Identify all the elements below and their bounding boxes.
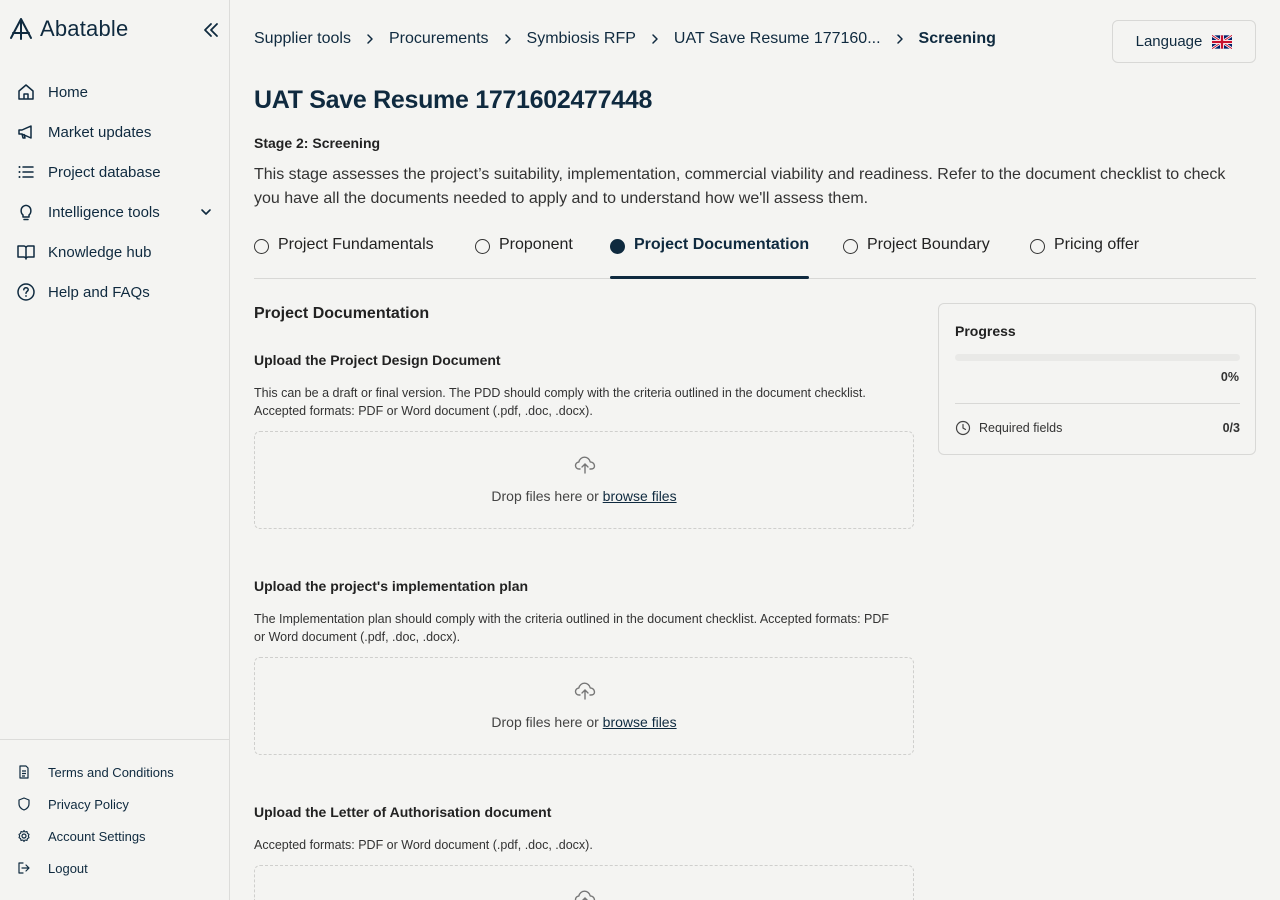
breadcrumb-link[interactable]: Procurements [388, 30, 489, 47]
tab-label: Proponent [499, 236, 573, 253]
tab-label: Project Documentation [634, 236, 810, 253]
language-button[interactable] [1112, 20, 1256, 63]
sidebar-item-privacy[interactable] [0, 788, 229, 820]
required-fields-row [955, 420, 1240, 436]
app-name: Abatable [40, 16, 129, 41]
chevron-down-icon[interactable] [198, 204, 214, 220]
progress-title: Progress [955, 323, 1016, 339]
sidebar-footer-nav [0, 756, 229, 884]
home-icon [16, 82, 36, 102]
progress-card [938, 303, 1256, 455]
breadcrumb-link[interactable]: Supplier tools [254, 30, 351, 47]
upload-letter-of-authorisation-block [254, 804, 914, 854]
sidebar-item-label: Knowledge hub [48, 243, 152, 261]
tab-pricing-offer[interactable] [1030, 232, 1139, 278]
drop-prompt: Drop files here or [491, 714, 603, 730]
sidebar-item-label: Privacy Policy [48, 796, 129, 812]
sidebar-item-knowledge-hub[interactable] [0, 232, 229, 272]
uk-flag-icon [1212, 35, 1232, 49]
tab-label: Project Boundary [867, 236, 990, 253]
breadcrumb-link[interactable]: Symbiosis RFP [526, 30, 636, 47]
browse-files-link[interactable]: browse files [602, 714, 677, 730]
abatable-logo-icon [8, 16, 34, 42]
shield-icon [16, 796, 32, 812]
page-title: UAT Save Resume 1771602477448 [254, 86, 653, 114]
sidebar-item-label: Project database [48, 163, 161, 181]
dropzone-pdd[interactable] [254, 431, 914, 529]
sidebar-item-help-faqs[interactable] [0, 272, 229, 312]
tab-proponent[interactable] [475, 232, 573, 278]
upload-description: Accepted formats: PDF or Word document (.pdf, .doc, .docx). [254, 838, 593, 852]
chevron-right-icon [362, 31, 378, 47]
radio-filled-icon [610, 239, 625, 254]
double-chevron-left-icon [200, 19, 222, 41]
tab-label: Pricing offer [1054, 236, 1140, 253]
drop-text [255, 714, 913, 730]
upload-title: Upload the Letter of Authorisation document [254, 804, 552, 820]
drop-text [255, 488, 913, 504]
chevron-right-icon [647, 31, 663, 47]
sidebar-item-terms[interactable] [0, 756, 229, 788]
radio-empty-icon [1030, 239, 1045, 254]
logout-icon [16, 860, 32, 876]
progress-percent: 0% [1220, 370, 1239, 384]
sidebar-item-home[interactable] [0, 72, 229, 112]
breadcrumb-link[interactable]: UAT Save Resume 177160... [673, 30, 881, 47]
sidebar-item-label: Home [48, 83, 89, 101]
stage-label: Stage 2: Screening [254, 135, 381, 151]
cloud-upload-icon [573, 678, 597, 702]
chevron-right-icon [892, 31, 908, 47]
sidebar-item-label: Market updates [48, 123, 152, 141]
sidebar-item-logout[interactable] [0, 852, 229, 884]
lightbulb-icon [16, 202, 36, 222]
radio-empty-icon [475, 239, 490, 254]
sidebar-nav [0, 72, 229, 312]
drop-prompt: Drop files here or [491, 488, 603, 504]
sidebar-item-market-updates[interactable] [0, 112, 229, 152]
book-icon [16, 242, 36, 262]
tab-project-boundary[interactable] [843, 232, 990, 278]
stage-description: This stage assesses the project’s suitability, implementation, commercial viability and readiness. Refer to the document checklist to check you have all the documents needed to apply and to understand how we'll assess them. [254, 166, 1226, 207]
upload-pdd-block [254, 352, 914, 420]
sidebar-item-label: Account Settings [48, 828, 146, 844]
sidebar-item-label: Help and FAQs [48, 283, 150, 301]
language-label: Language [1135, 33, 1203, 50]
main-content [254, 0, 1256, 900]
chevron-right-icon [500, 31, 516, 47]
radio-empty-icon [843, 239, 858, 254]
dropzone-implementation-plan[interactable] [254, 657, 914, 755]
tab-project-documentation[interactable] [610, 232, 809, 278]
help-circle-icon [16, 282, 36, 302]
tab-label: Project Fundamentals [278, 236, 434, 253]
browse-files-link[interactable]: browse files [602, 488, 677, 504]
upload-title: Upload the project's implementation plan [254, 578, 529, 594]
upload-title: Upload the Project Design Document [254, 352, 501, 368]
upload-description: This can be a draft or final version. The PDD should comply with the criteria outlined in the document checklist. Accepted formats: PDF or Word document (.pdf, .doc, .docx). [254, 386, 866, 418]
sidebar-item-project-database[interactable] [0, 152, 229, 192]
progress-bar [955, 354, 1240, 361]
required-fields-label: Required fields [979, 421, 1063, 435]
sidebar-item-label: Terms and Conditions [48, 764, 174, 780]
list-icon [16, 162, 36, 182]
sidebar-item-intelligence-tools[interactable] [0, 192, 229, 232]
upload-description: The Implementation plan should comply with the criteria outlined in the document checklist. Accepted formats: PDF or Word document (.pdf, .doc, .docx). [254, 612, 890, 644]
progress-divider [955, 403, 1240, 404]
cloud-upload-icon [573, 886, 597, 900]
collapse-sidebar-button[interactable] [200, 19, 222, 41]
gear-icon [16, 828, 32, 844]
megaphone-icon [16, 122, 36, 142]
dropzone-letter-of-authorisation[interactable] [254, 865, 914, 900]
tab-project-fundamentals[interactable] [254, 232, 434, 278]
app-logo[interactable] [8, 16, 128, 42]
sidebar-divider [0, 739, 229, 740]
sidebar-item-label: Intelligence tools [48, 203, 160, 221]
breadcrumb-current: Screening [918, 30, 996, 47]
section-title: Project Documentation [254, 305, 430, 322]
upload-implementation-plan-block [254, 578, 914, 646]
sidebar-item-account-settings[interactable] [0, 820, 229, 852]
document-icon [16, 764, 32, 780]
required-fields-count: 0/3 [1222, 421, 1240, 435]
clock-icon [955, 420, 971, 436]
cloud-upload-icon [573, 452, 597, 476]
stage-tabs [254, 232, 1256, 279]
breadcrumb [254, 30, 996, 48]
sidebar-item-label: Logout [48, 860, 88, 876]
sidebar [0, 0, 230, 900]
radio-empty-icon [254, 239, 269, 254]
